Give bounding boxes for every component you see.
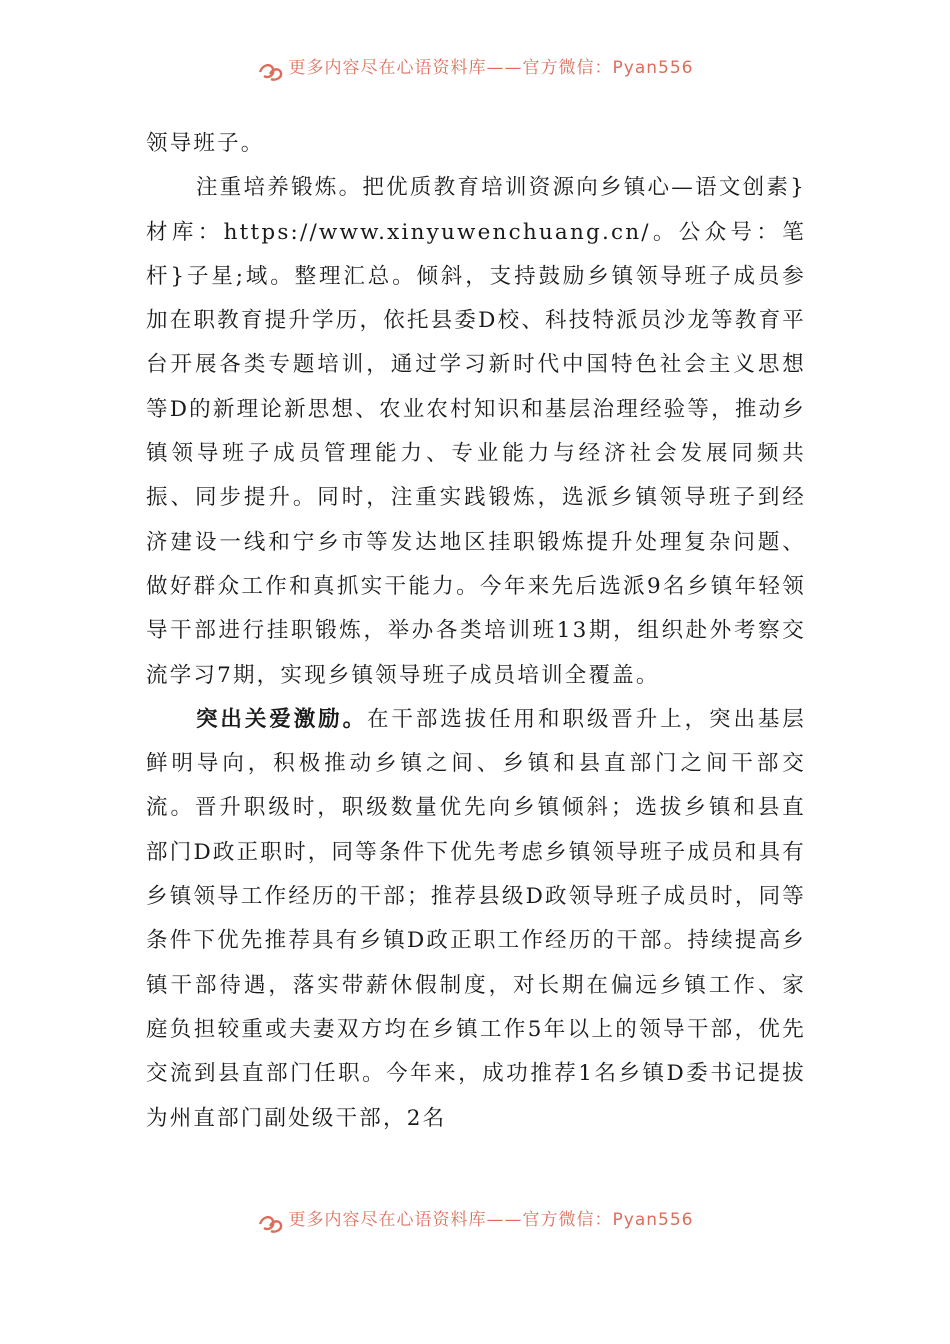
paragraph-2: 注重培养锻炼。把优质教育培训资源向乡镇心—语文创素}材库：https://www.xinyuwenchuang.cn/。公众号：笔杆}子星;域。整理汇总。倾斜，支持鼓励乡镇领导班子成员参加在职教育提升学历，依托县委D校、科技特派员沙龙等教育平台开展各类专题培训，通过学习新时代中国特色社会主义思想等D的新理论新思想、农业农村知识和基层治理经验等，推动乡镇领导班子成员管理能力、专业能力与经济社会发展同频共振、同步提升。同时，注重实践锻炼，选派乡镇领导班子到经济建设一线和宁乡市等发达地区挂职锻炼提升处理复杂问题、做好群众工作和真抓实干能力。今年来先后选派9名乡镇年轻领导干部进行挂职锻炼，举办各类培训班13期，组织赴外考察交流学习7期，实现乡镇领导班子成员培训全覆盖。 xyxy=(146,175,806,688)
paragraph-3-lead: 突出关爱激励。 xyxy=(196,706,368,732)
footer-watermark-banner xyxy=(0,1208,950,1238)
watermark-logo-icon xyxy=(257,1212,283,1234)
document-body xyxy=(146,122,806,1141)
footer-watermark-text: 更多内容尽在心语资料库——官方微信：Pyan556 xyxy=(288,1209,694,1230)
paragraph-1: 领导班子。 xyxy=(146,131,265,156)
header-watermark-text: 更多内容尽在心语资料库——官方微信：Pyan556 xyxy=(288,57,694,78)
header-watermark-banner xyxy=(0,56,950,86)
watermark-logo-icon xyxy=(257,60,283,82)
paragraph-3 xyxy=(146,698,806,1141)
paragraph-3-text: 在干部选拔任用和职级晋升上，突出基层鲜明导向，积极推动乡镇之间、乡镇和县直部门之间干部交流。晋升职级时，职级数量优先向乡镇倾斜；选拔乡镇和县直部门D政正职时，同等条件下优先考虑乡镇领导班子成员和具有乡镇领导工作经历的干部；推荐县级D政领导班子成员时，同等条件下优先推荐具有乡镇D政正职工作经历的干部。持续提高乡镇干部待遇，落实带薪休假制度，对长期在偏远乡镇工作、家庭负担较重或夫妻双方均在乡镇工作5年以上的领导干部，优先交流到县直部门任职。今年来，成功推荐1名乡镇D委书记提拔为州直部门副处级干部，2名 xyxy=(146,706,807,1131)
